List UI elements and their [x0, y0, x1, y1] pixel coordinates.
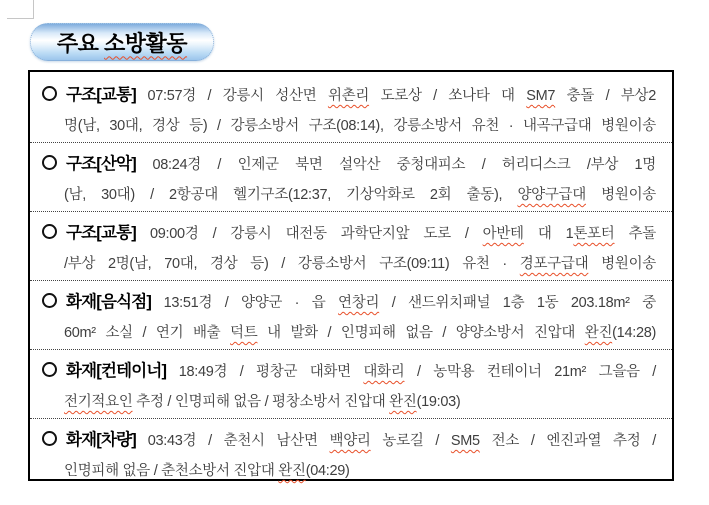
item-category: 구조[교통]	[66, 86, 136, 104]
text-segment: 인명피해 없음 / 춘천소방서 진압대	[64, 463, 279, 479]
page-corner-mark	[7, 18, 34, 19]
page-title	[30, 23, 214, 61]
item-line-2	[42, 387, 656, 417]
item-category: 구조[산악]	[66, 155, 136, 173]
misspelling-squiggle: 완진	[389, 394, 417, 410]
text-segment: 내 발화 / 인명피해 없음 / 양양소방서 진압대	[257, 325, 585, 341]
misspelling-squiggle: 연창리	[338, 295, 380, 311]
page-corner-mark	[33, 0, 34, 19]
text-segment: (남, 30대) / 2항공대 헬기구조(12:37, 기상악화로 2회 출동),	[64, 187, 518, 203]
item-category: 화재[음식점]	[66, 293, 152, 311]
page-title-text	[57, 27, 187, 58]
circle-bullet-icon	[42, 86, 57, 101]
misspelling-squiggle: 경포구급대	[519, 256, 589, 272]
text-segment: 08:24경 / 인제군 북면 설악산 중청대피소 / 허리디스크 /부상 1명	[152, 157, 656, 173]
item-line-1	[42, 80, 656, 111]
text-segment: 전소 / 엔진과열 추정 /	[479, 433, 656, 449]
item-line-2	[42, 111, 656, 141]
text-segment: 추정 / 인명피해 없음 / 평창소방서 진압대	[132, 394, 390, 410]
text-segment: 60m² 소실 / 연기 배출	[64, 325, 231, 341]
text-segment: 병원이송	[585, 187, 657, 203]
misspelling-squiggle: 백양리	[329, 433, 371, 449]
text-segment: 주요	[56, 30, 105, 56]
misspelling-squiggle: 아반테	[482, 226, 524, 242]
report-item	[30, 212, 672, 281]
text-segment: 09:00경 / 강릉시 대전동 과학단지앞 도로 /	[150, 226, 483, 242]
text-segment: 병원이송	[588, 256, 656, 272]
text-segment: 18:49경 / 평창군 대화면	[178, 364, 364, 380]
text-segment: / 농막용 컨테이너 21m² 그을음 /	[404, 364, 656, 380]
text-segment: /부상 2명(남, 70대, 경상 등) / 강릉소방서 구조(09:11) 유천 ·	[64, 256, 520, 272]
misspelling-squiggle: 톤포터	[573, 226, 615, 242]
item-line-1	[42, 218, 656, 249]
text-segment: 도로상 / 쏘나타 대	[369, 88, 527, 104]
report-item	[30, 281, 672, 350]
misspelling-squiggle: 양양구급대	[517, 187, 586, 203]
circle-bullet-icon	[42, 155, 57, 170]
misspelling-squiggle: 전기적요인	[64, 394, 133, 410]
misspelling-squiggle: 대화리	[363, 364, 405, 380]
circle-bullet-icon	[42, 362, 57, 377]
misspelling-squiggle: SM7	[526, 88, 556, 104]
misspelling-squiggle: 위촌리	[327, 88, 370, 104]
report-item	[30, 74, 672, 143]
item-category: 화재[컨테이너]	[66, 362, 167, 380]
item-category: 화재[차량]	[66, 431, 136, 449]
item-line-1	[42, 149, 656, 180]
item-line-1	[42, 356, 656, 387]
text-segment: (19:03)	[416, 394, 461, 410]
text-segment: 농로길 /	[370, 433, 451, 449]
misspelling-squiggle: 완진	[584, 325, 613, 341]
misspelling-squiggle: 완진	[278, 463, 306, 479]
report-item	[30, 143, 672, 212]
item-line-2	[42, 456, 656, 486]
item-line-1	[42, 425, 656, 456]
text-segment: / 샌드위치패널 1층 1동 203.18m² 중	[379, 295, 656, 311]
misspelling-squiggle: SM5	[450, 433, 480, 449]
circle-bullet-icon	[42, 224, 57, 239]
text-segment: 충돌 / 부상2	[555, 88, 656, 104]
text-segment: 03:43경 / 춘천시 남산면	[147, 433, 330, 449]
item-line-2	[42, 318, 656, 348]
report-box	[28, 70, 674, 481]
text-segment: (14:28)	[612, 325, 656, 341]
circle-bullet-icon	[42, 293, 57, 308]
misspelling-squiggle: 소방활동	[104, 30, 188, 56]
report-item	[30, 419, 672, 487]
misspelling-squiggle: 덕트	[230, 325, 258, 341]
circle-bullet-icon	[42, 431, 57, 446]
text-segment: 대 1	[523, 226, 574, 242]
item-line-1	[42, 287, 656, 318]
item-line-2	[42, 180, 656, 210]
item-category: 구조[교통]	[66, 224, 136, 242]
item-line-2	[42, 249, 656, 279]
text-segment: (04:29)	[305, 463, 350, 479]
text-segment: 07:57경 / 강릉시 성산면	[147, 88, 328, 104]
text-segment: 명(남, 30대, 경상 등) / 강릉소방서 구조(08:14), 강릉소방서 유천 · 내곡구급대 병원이송	[64, 118, 656, 134]
report-item	[30, 350, 672, 419]
text-segment: 13:51경 / 양양군 · 읍	[163, 295, 339, 311]
text-segment: 추돌	[614, 226, 656, 242]
